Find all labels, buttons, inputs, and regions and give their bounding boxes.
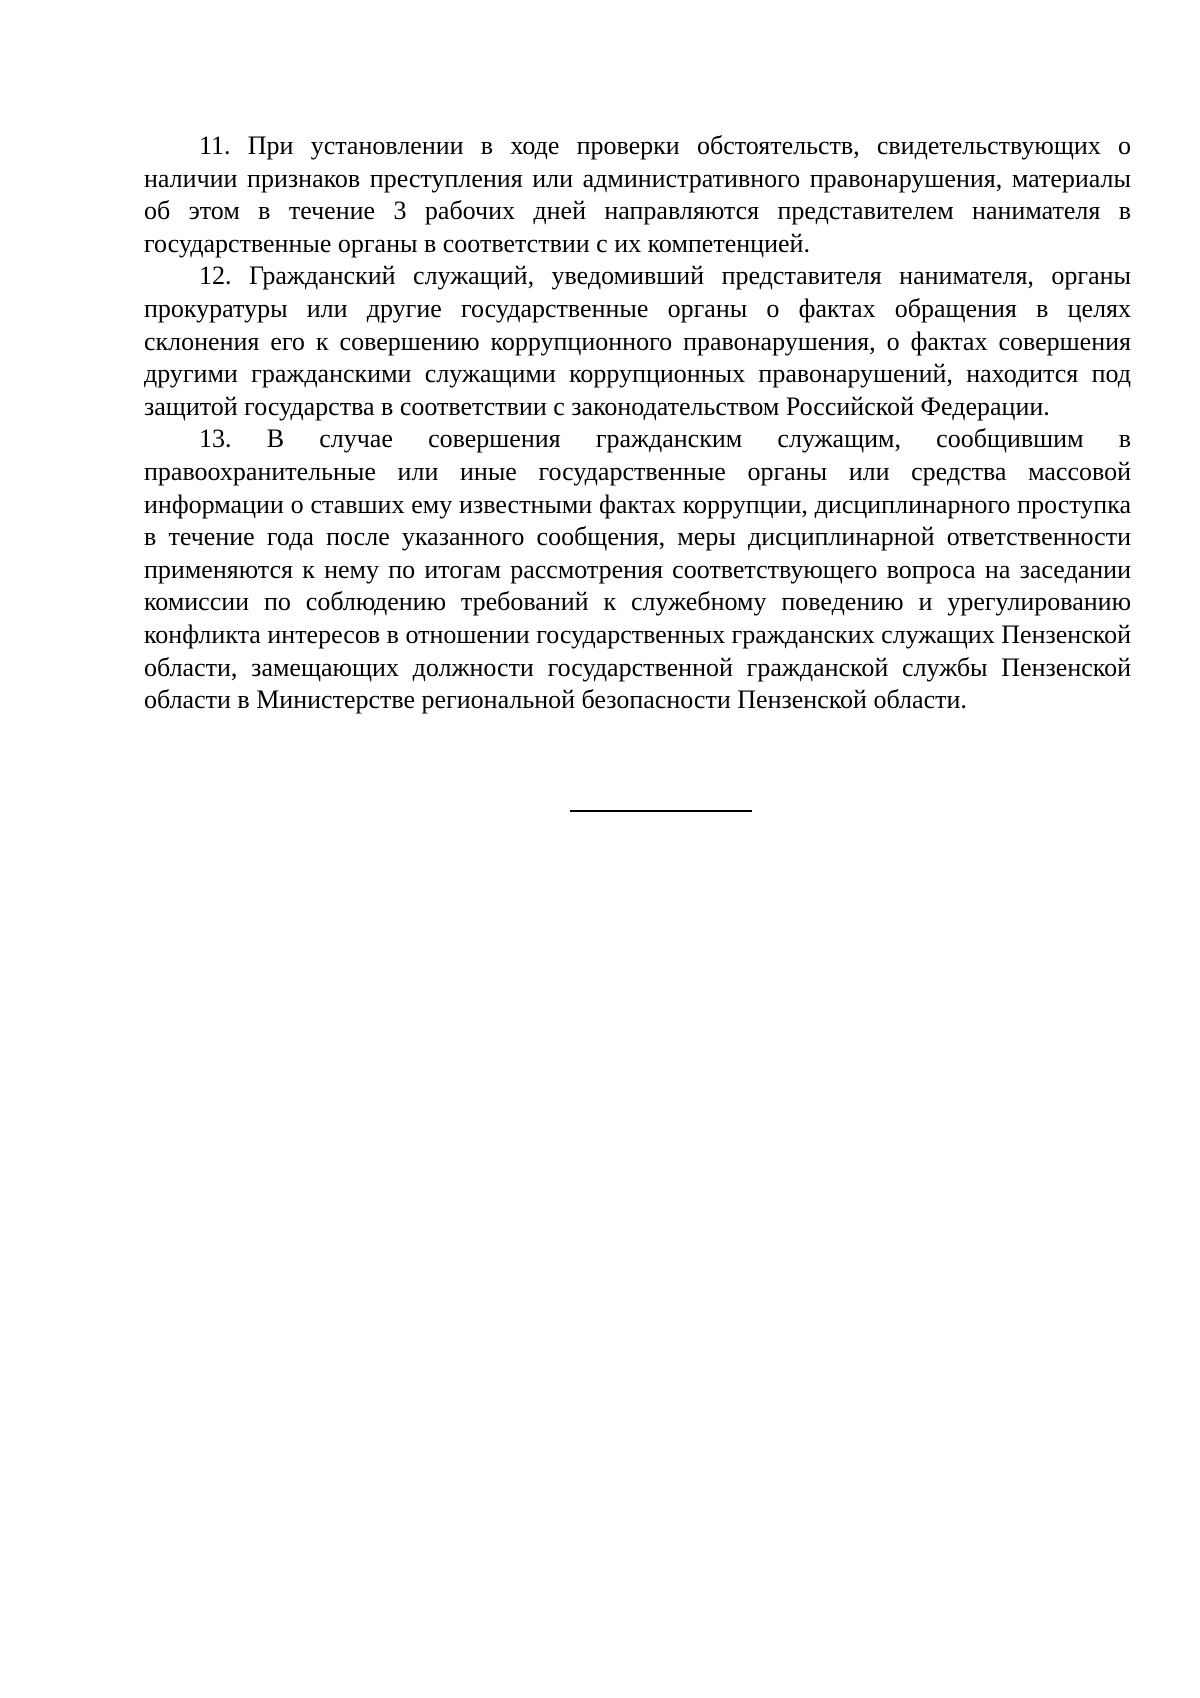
document-body bbox=[144, 130, 1131, 717]
end-of-text-rule bbox=[570, 810, 752, 812]
paragraph-12: 12. Гражданский служащий, уведомивший представителя нанимателя, органы прокуратуры или другие государственные органы о фактах обращения в целях склонения его к совершению коррупционного правонарушения, о фактах совершения другими гражданскими служащими коррупционных правонарушений, находится под защитой государства в соответствии с законодательством Российской Федерации. bbox=[144, 261, 1131, 421]
paragraph-11: 11. При установлении в ходе проверки обстоятельств, свидетельствующих о наличии признаков преступления или административного правонарушения, материалы об этом в течение 3 рабочих дней направляются представителем нанимателя в государственные органы в соответствии с их компетенцией. bbox=[144, 131, 1131, 258]
paragraph-13: 13. В случае совершения гражданским служащим, сообщившим в правоохранительные или иные государственные органы или средства массовой информации о ставших ему известными фактах коррупции, дисциплинарного проступка в течение года после указанного сообщения, меры дисциплинарной ответственности применяются к нему по итогам рассмотрения соответствующего вопроса на заседании комиссии по соблюдению требований к служебному поведению и урегулированию конфликта интересов в отношении государственных гражданских служащих Пензенской области, замещающих должности государственной гражданской службы Пензенской области в Министерстве региональной безопасности Пензенской области. bbox=[144, 424, 1131, 715]
